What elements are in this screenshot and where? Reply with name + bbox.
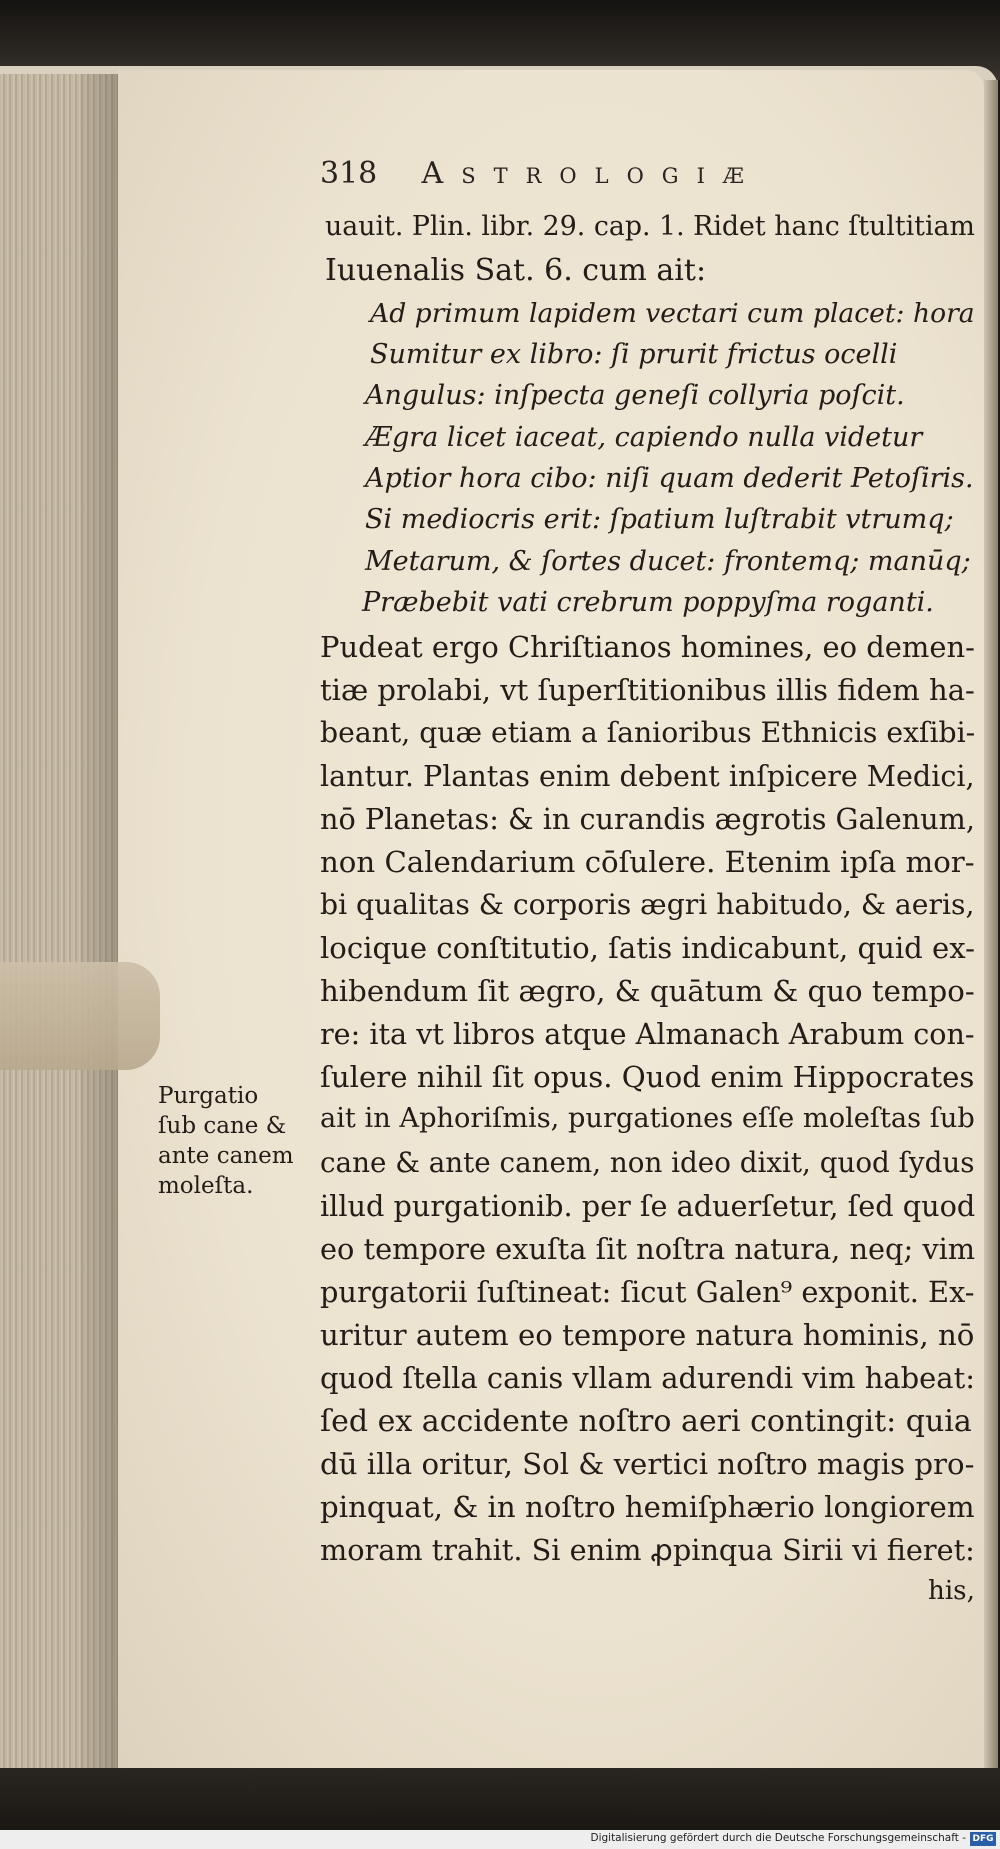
text-line: Iuuenalis Sat. 6. cum ait:: [325, 253, 707, 288]
text-line: non Calendarium cōſulere. Etenim ipſa mor-: [320, 845, 975, 879]
text-line: uritur autem eo tempore natura hominis, nō: [320, 1318, 975, 1352]
page-edges-shade: [80, 74, 120, 1774]
footer-credit: Digitalisierung gefördert durch die Deutsche Forschungsgemeinschaft -: [590, 1832, 966, 1844]
text-line: illud purgationib. per ſe aduerſetur, ſed quod: [320, 1189, 976, 1223]
verse-line: Præbebit vati crebrum poppyſma roganti.: [362, 587, 934, 618]
text-line: hibendum ſit ægro, & quātum & quo tempo-: [320, 974, 975, 1008]
text-line: lantur. Plantas enim debent inſpicere Medici,: [320, 759, 975, 793]
dfg-logo: DFG: [970, 1832, 996, 1846]
text-line: re: ita vt libros atque Almanach Arabum con-: [320, 1017, 975, 1051]
margin-note-line: ante canem: [158, 1143, 294, 1169]
text-line: quod ſtella canis vllam adurendi vim habeat:: [320, 1361, 975, 1395]
right-page-edge: [984, 80, 998, 1770]
catchword: his,: [928, 1576, 975, 1606]
text-line: nō Planetas: & in curandis ægrotis Galenum,: [320, 802, 975, 836]
verse-line: Metarum, & ſortes ducet: frontemq; manūq;: [365, 546, 971, 577]
running-header: [320, 156, 762, 196]
text-line: Pudeat ergo Chriſtianos homines, eo demen-: [320, 630, 975, 664]
verse-line: Ad primum lapidem vectari cum placet: hora: [370, 298, 975, 329]
text-line: bi qualitas & corporis ægri habitudo, & aeris,: [320, 888, 975, 921]
text-line: moram trahit. Si enim ꝓpinqua Sirii vi fieret:: [320, 1533, 975, 1567]
margin-note-line: ſub cane &: [158, 1113, 287, 1139]
text-line: beant, quæ etiam a ſanioribus Ethnicis exſibi-: [320, 716, 976, 749]
margin-note-line: moleſta.: [158, 1173, 254, 1199]
margin-note-line: Purgatio: [158, 1083, 259, 1109]
text-line: dū illa oritur, Sol & vertici noſtro magis pro-: [320, 1447, 975, 1481]
page-number: 318: [320, 156, 378, 191]
verse-line: Si mediocris erit: ſpatium luſtrabit vtrumq;: [365, 504, 954, 535]
verse-line: Angulus: inſpecta geneſi collyria poſcit.: [365, 380, 905, 411]
text-line: ſed ex accidente noſtro aeri contingit: quia: [320, 1404, 972, 1439]
text-line: uauit. Plin. libr. 29. cap. 1. Ridet hanc ſtultitiam: [325, 211, 975, 242]
text-line: purgatorii ſuſtineat: ſicut Galen⁹ exponit. Ex-: [320, 1275, 975, 1309]
page-tab: [0, 962, 160, 1070]
text-line: ait in Aphoriſmis, purgationes eſſe moleſtas ſub: [320, 1103, 975, 1134]
running-title: Astrologiæ: [421, 156, 762, 191]
text-line: eo tempore exuſta ſit noſtra natura, neq; vim: [320, 1232, 976, 1266]
verse-line: Sumitur ex libro: ſi prurit frictus ocelli: [370, 339, 898, 370]
text-line: cane & ante canem, non ideo dixit, quod ſydus: [320, 1146, 975, 1179]
text-line: locique conſtitutio, ſatis indicabunt, quid ex-: [320, 931, 976, 965]
verse-line: Aptior hora cibo: niſi quam dederit Petoſiris.: [365, 463, 974, 494]
text-line: tiæ prolabi, vt ſuperſtitionibus illis fidem ha-: [320, 673, 975, 707]
text-line: pinquat, & in noſtro hemiſphærio longiorem: [320, 1490, 975, 1524]
verse-line: Ægra licet iaceat, capiendo nulla videtur: [365, 422, 923, 453]
text-line: ſulere nihil ſit opus. Quod enim Hippocrates: [320, 1060, 975, 1094]
